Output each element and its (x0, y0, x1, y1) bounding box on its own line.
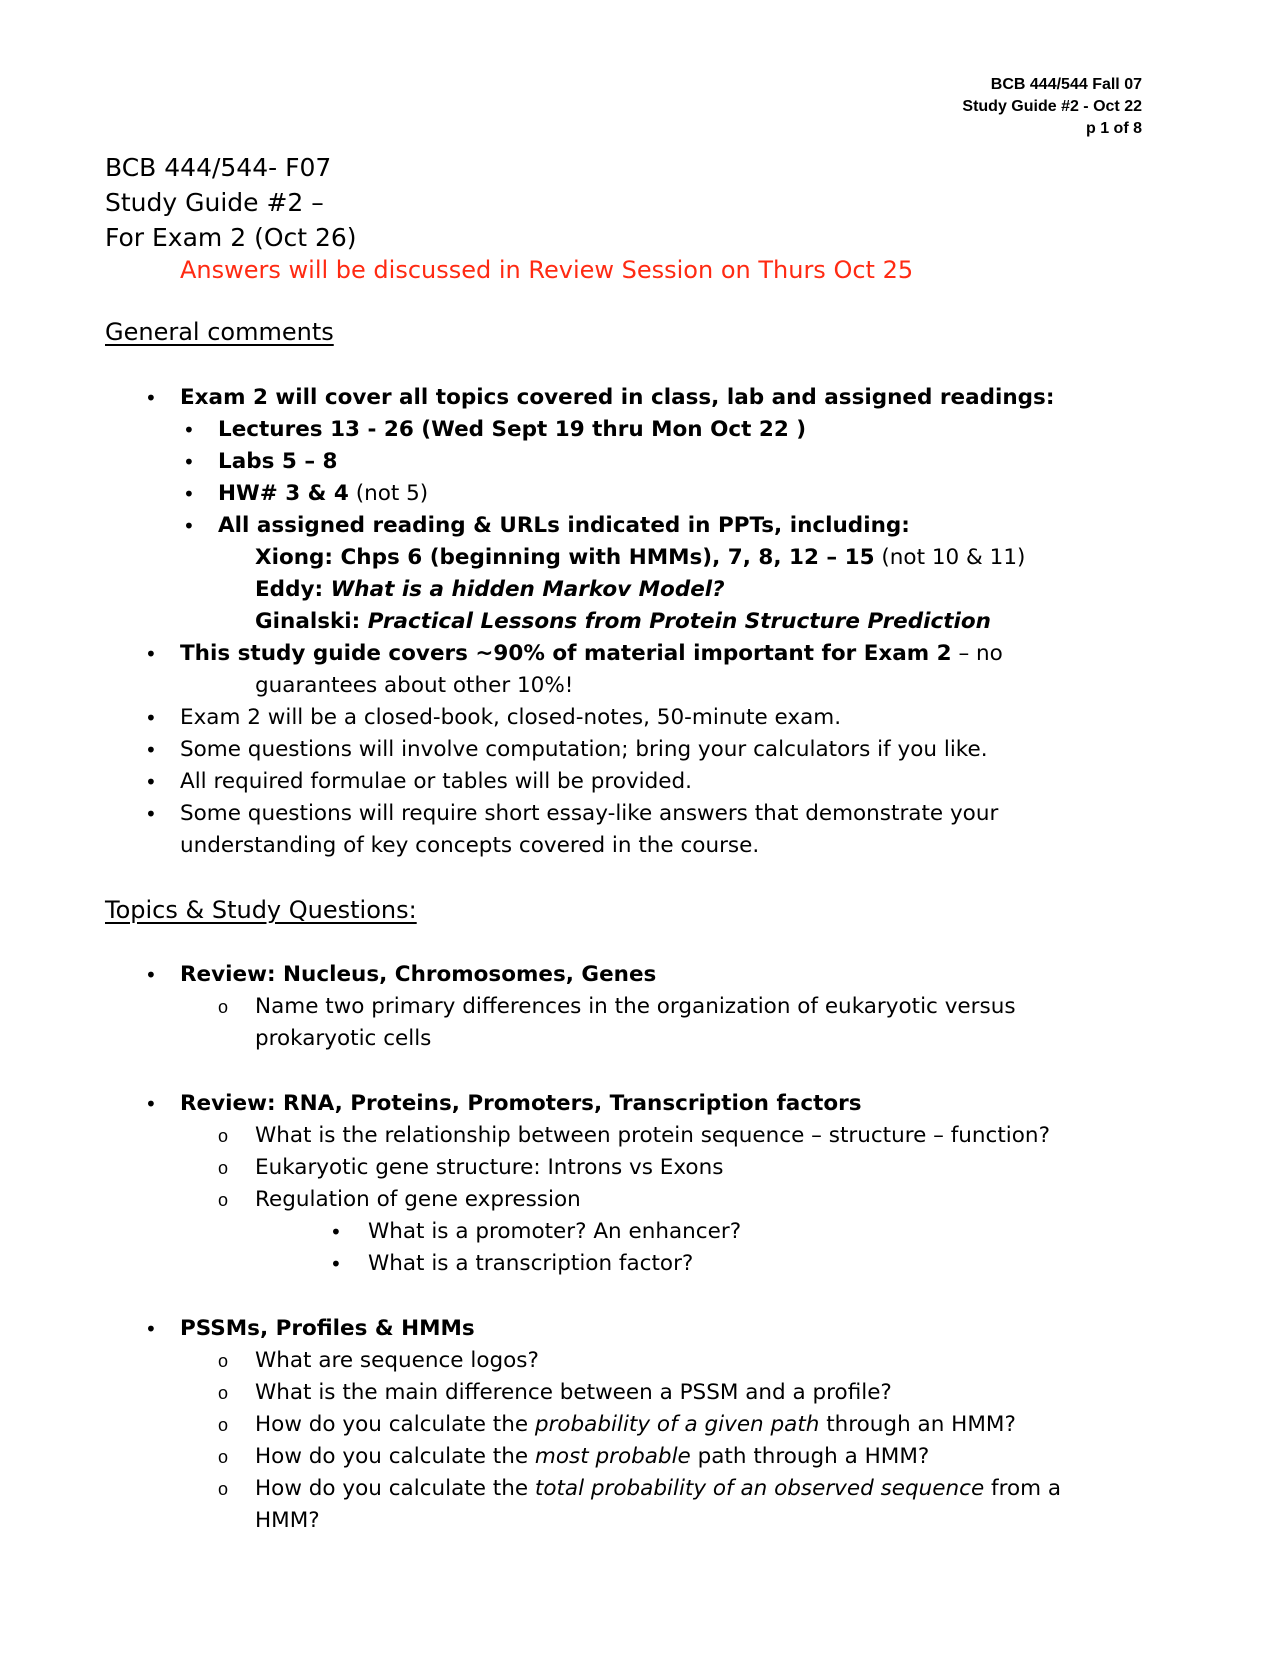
q5-suffix: from a (984, 1476, 1062, 1501)
question-transcription-factor: What is a transcription factor? (368, 1251, 694, 1276)
sub-bullet-marker: o (218, 1126, 229, 1146)
sub-bullet-marker: o (218, 1447, 229, 1467)
q5-prefix: How do you calculate the (255, 1476, 535, 1501)
q4-suffix: path through a HMM? (690, 1444, 930, 1469)
homework-note: (not 5) (348, 481, 429, 506)
bullet-marker: • (145, 1317, 157, 1341)
q3-suffix: through an HMM? (819, 1412, 1016, 1437)
ginalski-reading (255, 607, 991, 637)
title-line-2: Study Guide #2 – (105, 188, 324, 217)
q3-emphasis: probability of a given path (534, 1412, 820, 1437)
question-sequence-structure: What is the relationship between protein sequence – structure – function? (255, 1123, 1050, 1148)
sub-bullet-marker: o (218, 1190, 229, 1210)
answers-note: Answers will be discussed in Review Session on Thurs Oct 25 (180, 256, 914, 284)
bullet-marker: • (330, 1252, 342, 1276)
sub-bullet-marker: o (218, 1415, 229, 1435)
bullet-marker: • (145, 963, 157, 987)
header-course: BCB 444/544 Fall 07 (990, 76, 1142, 93)
lectures-item: Lectures 13 - 26 (Wed Sept 19 thru Mon Oct 22 ) (218, 417, 807, 442)
general-comments-heading: General comments (105, 318, 334, 346)
sub-bullet-marker: o (218, 1479, 229, 1499)
bullet-marker: • (145, 642, 157, 666)
sub-bullet-marker: o (218, 997, 229, 1017)
eddy-title: What is a hidden Markov Model? (330, 577, 725, 602)
formulae-item: All required formulae or tables will be provided. (180, 769, 692, 794)
reading-item: All assigned reading & URLs indicated in PPTs, including: (218, 513, 910, 538)
xiong-reading (255, 543, 1025, 573)
q4-emphasis: most probable (534, 1444, 691, 1469)
xiong-chapters: Xiong: Chps 6 (beginning with HMMs), 7, 8, 12 – 15 (255, 545, 875, 570)
bullet-marker: • (145, 706, 157, 730)
q5-emphasis: total probability of an observed sequence (534, 1476, 985, 1501)
closed-book-item: Exam 2 will be a closed-book, closed-notes, 50-minute exam. (180, 705, 842, 730)
document-title (105, 150, 357, 255)
q4-prefix: How do you calculate the (255, 1444, 535, 1469)
eddy-reading (255, 575, 725, 605)
sub-bullet-marker: o (218, 1351, 229, 1371)
coverage-statement: This study guide covers ~90% of material important for Exam 2 (180, 641, 952, 666)
question-promoter: What is a promoter? An enhancer? (368, 1219, 742, 1244)
question-total-probability-cont: HMM? (255, 1508, 320, 1533)
sub-bullet-marker: o (218, 1383, 229, 1403)
topic-nucleus-title: Review: Nucleus, Chromosomes, Genes (180, 962, 657, 987)
essay-item-continuation: understanding of key concepts covered in the course. (180, 833, 760, 858)
coverage-item (180, 639, 1003, 669)
ginalski-label: Ginalski: (255, 609, 368, 634)
header-guide: Study Guide #2 - Oct 22 (962, 98, 1142, 115)
exam-coverage-item: Exam 2 will cover all topics covered in class, lab and assigned readings: (180, 385, 1055, 410)
bullet-marker: • (145, 770, 157, 794)
question-gene-regulation: Regulation of gene expression (255, 1187, 581, 1212)
bullet-marker: • (183, 418, 195, 442)
ginalski-title: Practical Lessons from Protein Structure Prediction (367, 609, 991, 634)
topics-heading: Topics & Study Questions: (105, 896, 417, 924)
coverage-continuation: guarantees about other 10%! (255, 673, 574, 698)
question-total-probability (255, 1474, 1061, 1504)
question-sequence-logos: What are sequence logos? (255, 1348, 539, 1373)
question-gene-structure: Eukaryotic gene structure: Introns vs Exons (255, 1155, 724, 1180)
question-path-probability (255, 1410, 1016, 1440)
xiong-note: (not 10 & 11) (874, 545, 1026, 570)
homework-item (218, 479, 428, 509)
page-header (962, 74, 1142, 140)
eddy-label: Eddy: (255, 577, 331, 602)
q3-prefix: How do you calculate the (255, 1412, 535, 1437)
bullet-marker: • (183, 450, 195, 474)
bullet-marker: • (145, 1092, 157, 1116)
bullet-marker: • (183, 482, 195, 506)
question-eukaryotic-differences: Name two primary differences in the organization of eukaryotic versus (255, 994, 1016, 1019)
sub-bullet-marker: o (218, 1158, 229, 1178)
title-line-1: BCB 444/544- F07 (105, 153, 332, 182)
computation-item: Some questions will involve computation; bring your calculators if you like. (180, 737, 988, 762)
question-most-probable-path (255, 1442, 929, 1472)
bullet-marker: • (330, 1220, 342, 1244)
labs-item: Labs 5 – 8 (218, 449, 338, 474)
coverage-dash: – no (951, 641, 1003, 666)
bullet-marker: • (145, 802, 157, 826)
bullet-marker: • (183, 514, 195, 538)
title-line-3: For Exam 2 (Oct 26) (105, 223, 357, 252)
topic-pssm-title: PSSMs, Profiles & HMMs (180, 1316, 475, 1341)
essay-item: Some questions will require short essay-like answers that demonstrate your (180, 801, 999, 826)
bullet-marker: • (145, 738, 157, 762)
homework-numbers: HW# 3 & 4 (218, 481, 349, 506)
topic-rna-title: Review: RNA, Proteins, Promoters, Transcription factors (180, 1091, 862, 1116)
question-pssm-vs-profile: What is the main difference between a PSSM and a profile? (255, 1380, 892, 1405)
bullet-marker: • (145, 386, 157, 410)
header-page-number: p 1 of 8 (1085, 120, 1142, 137)
question-eukaryotic-differences-cont: prokaryotic cells (255, 1026, 432, 1051)
